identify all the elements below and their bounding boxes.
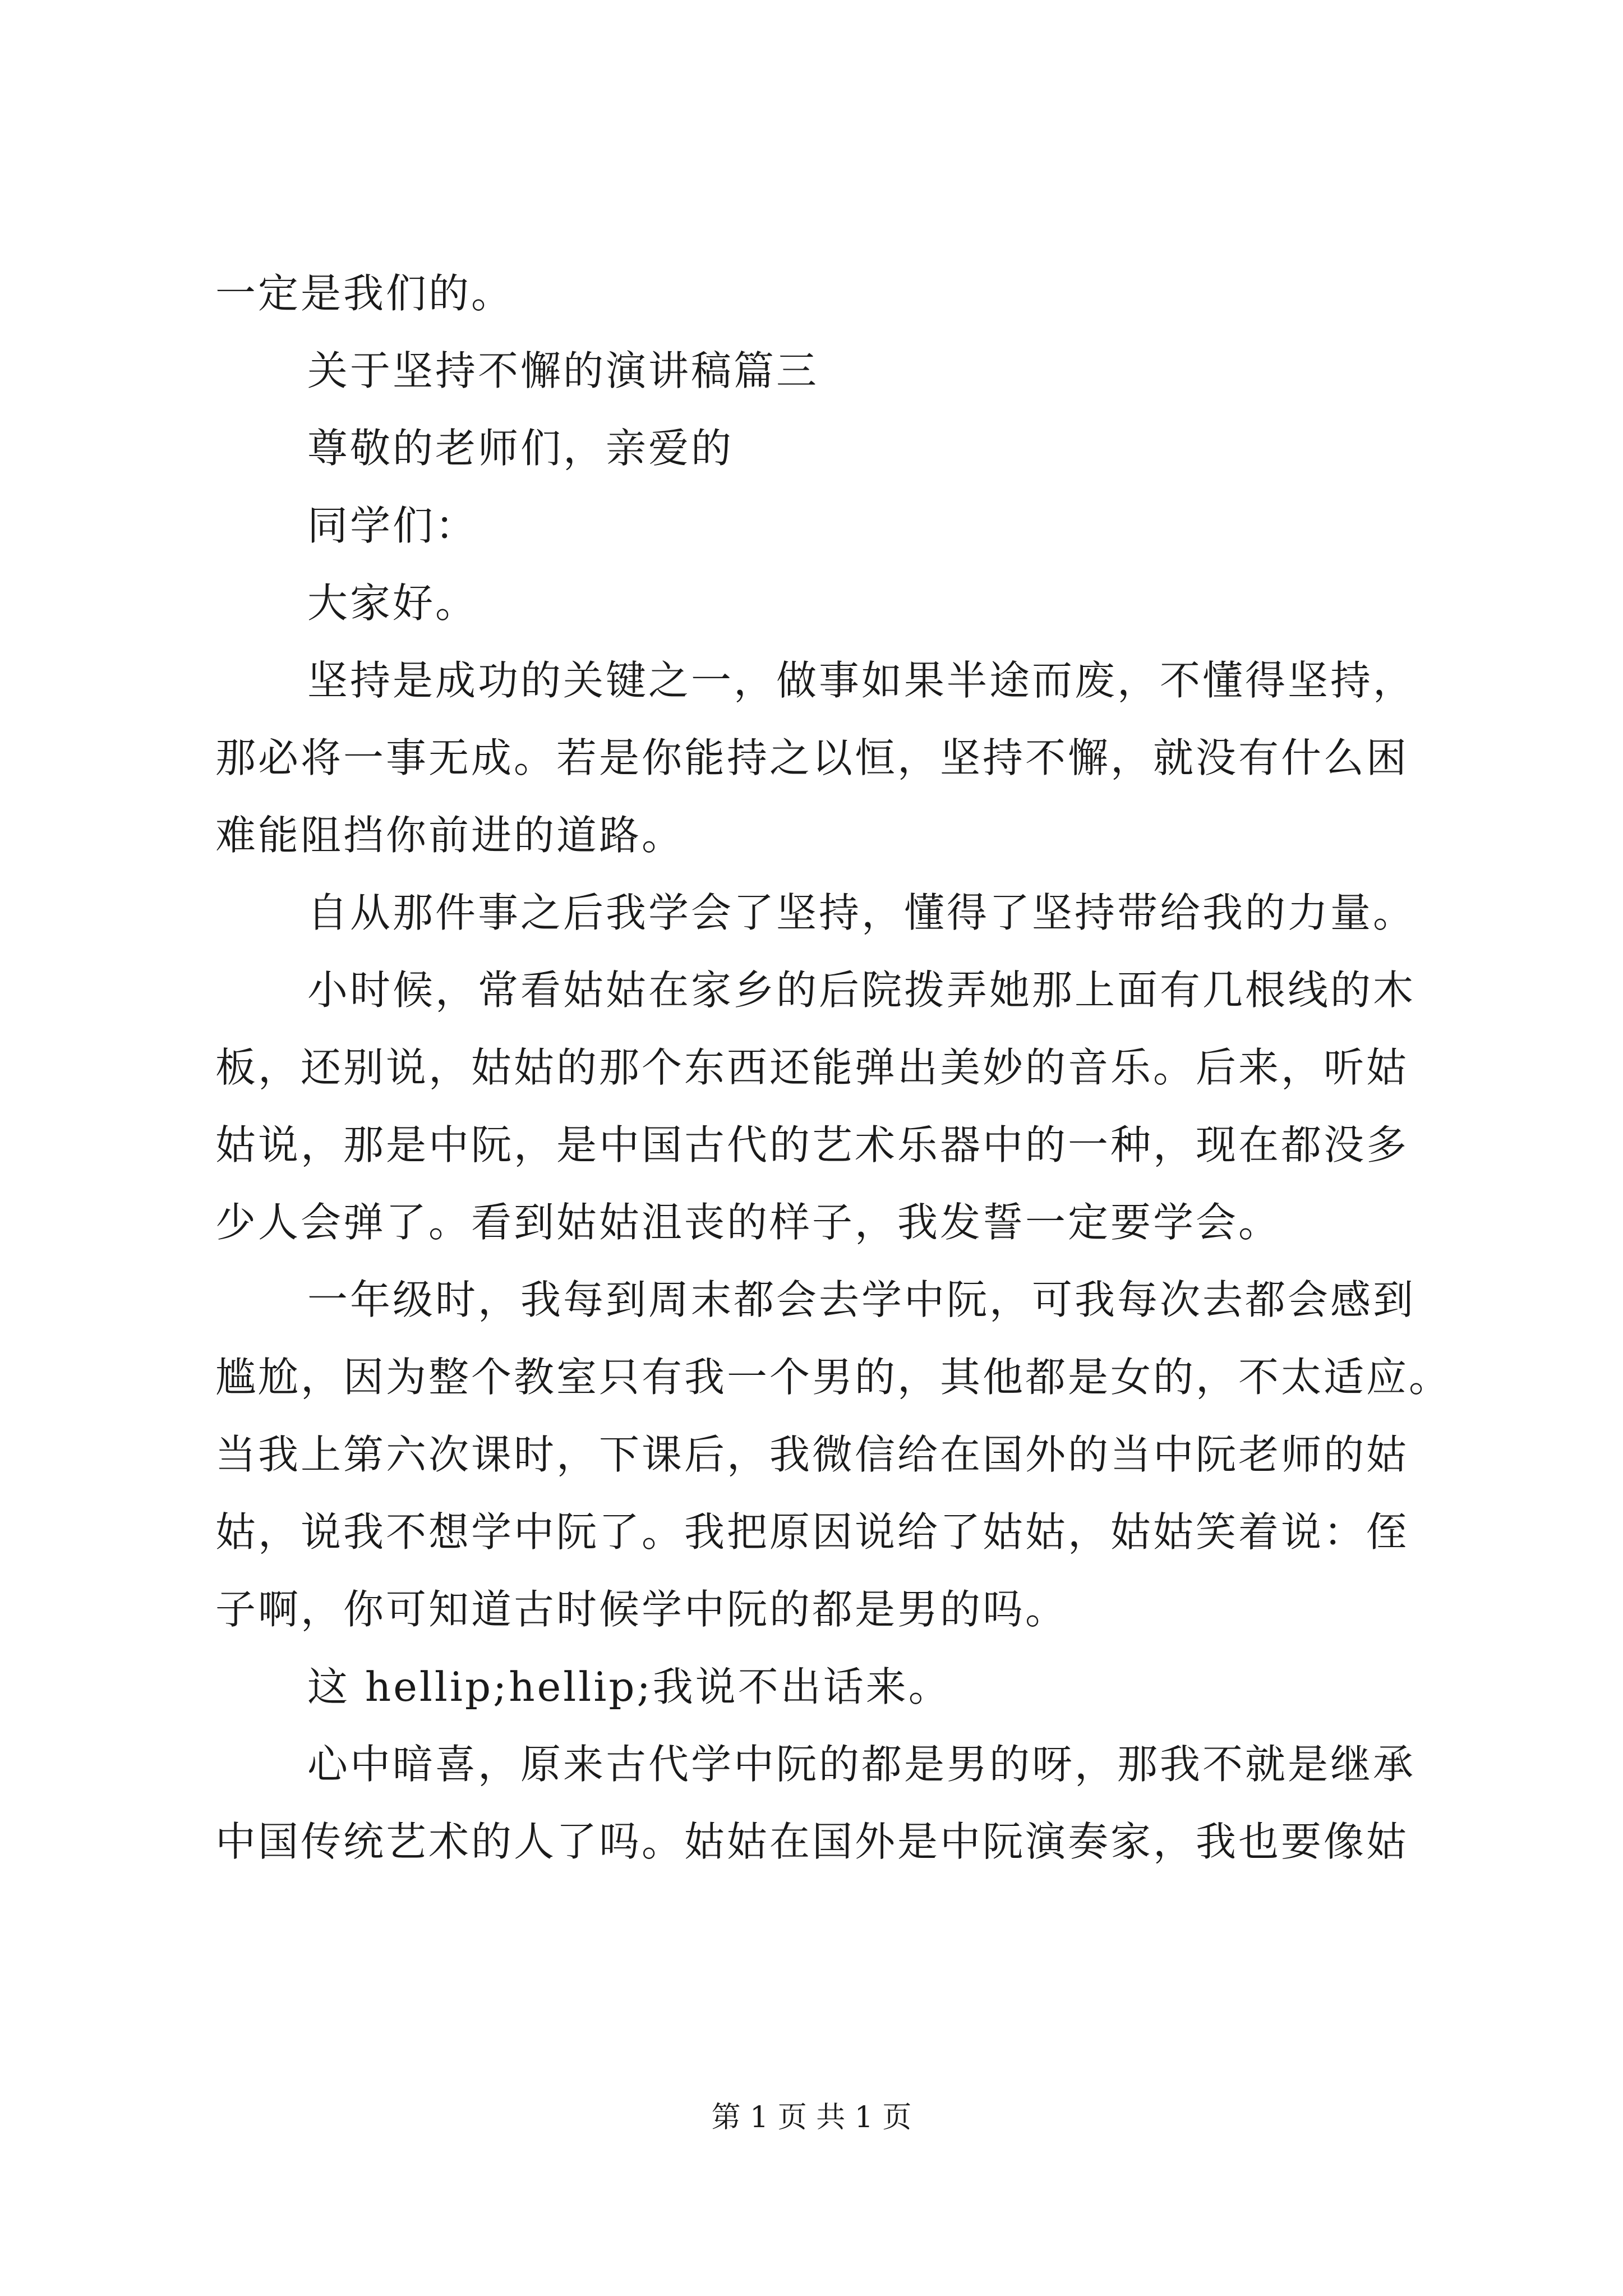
document-body — [215, 255, 1452, 1880]
paragraph-line: 子啊，你可知道古时候学中阮的都是男的吗。 — [215, 1586, 1068, 1633]
paragraph-line: 中国传统艺术的人了吗。姑姑在国外是中阮演奏家，我也要像姑 — [215, 1818, 1409, 1865]
salutation-line: 同学们： — [307, 502, 478, 549]
salutation-line: 尊敬的老师们，亲爱的 — [307, 425, 734, 472]
paragraph-line: 这 hellip;hellip;我说不出话来。 — [307, 1663, 951, 1710]
greeting-line: 大家好。 — [307, 579, 478, 627]
paragraph-line: 板，还别说，姑姑的那个东西还能弹出美妙的音乐。后来，听姑 — [215, 1044, 1409, 1091]
paragraph-line: 小时候，常看姑姑在家乡的后院拨弄她那上面有几根线的木 — [307, 967, 1416, 1014]
page-footer: 第 1 页 共 1 页 — [711, 2101, 912, 2134]
paragraph-line: 姑，说我不想学中阮了。我把原因说给了姑姑，姑姑笑着说：侄 — [215, 1508, 1409, 1556]
paragraph-line: 少人会弹了。看到姑姑沮丧的样子，我发誓一定要学会。 — [215, 1199, 1281, 1246]
paragraph-line: 自从那件事之后我学会了坚持，懂得了坚持带给我的力量。 — [307, 889, 1416, 936]
paragraph-line: 那必将一事无成。若是你能持之以恒，坚持不懈，就没有什么困 — [215, 734, 1409, 781]
paragraph-line: 坚持是成功的关键之一，做事如果半途而废，不懂得坚持， — [307, 657, 1416, 704]
text-line: 一定是我们的。 — [215, 270, 514, 317]
paragraph-line: 当我上第六次课时，下课后，我微信给在国外的当中阮老师的姑 — [215, 1431, 1409, 1478]
paragraph-line: 姑说，那是中阮，是中国古代的艺术乐器中的一种，现在都没多 — [215, 1121, 1409, 1168]
paragraph-line: 难能阻挡你前进的道路。 — [215, 812, 685, 859]
paragraph-line: 一年级时，我每到周末都会去学中阮，可我每次去都会感到 — [307, 1276, 1416, 1323]
paragraph-line: 尴尬，因为整个教室只有我一个男的，其他都是女的，不太适应。 — [215, 1354, 1452, 1401]
section-heading: 关于坚持不懈的演讲稿篇三 — [307, 347, 819, 394]
paragraph-line: 心中暗喜，原来古代学中阮的都是男的呀，那我不就是继承 — [307, 1741, 1416, 1788]
